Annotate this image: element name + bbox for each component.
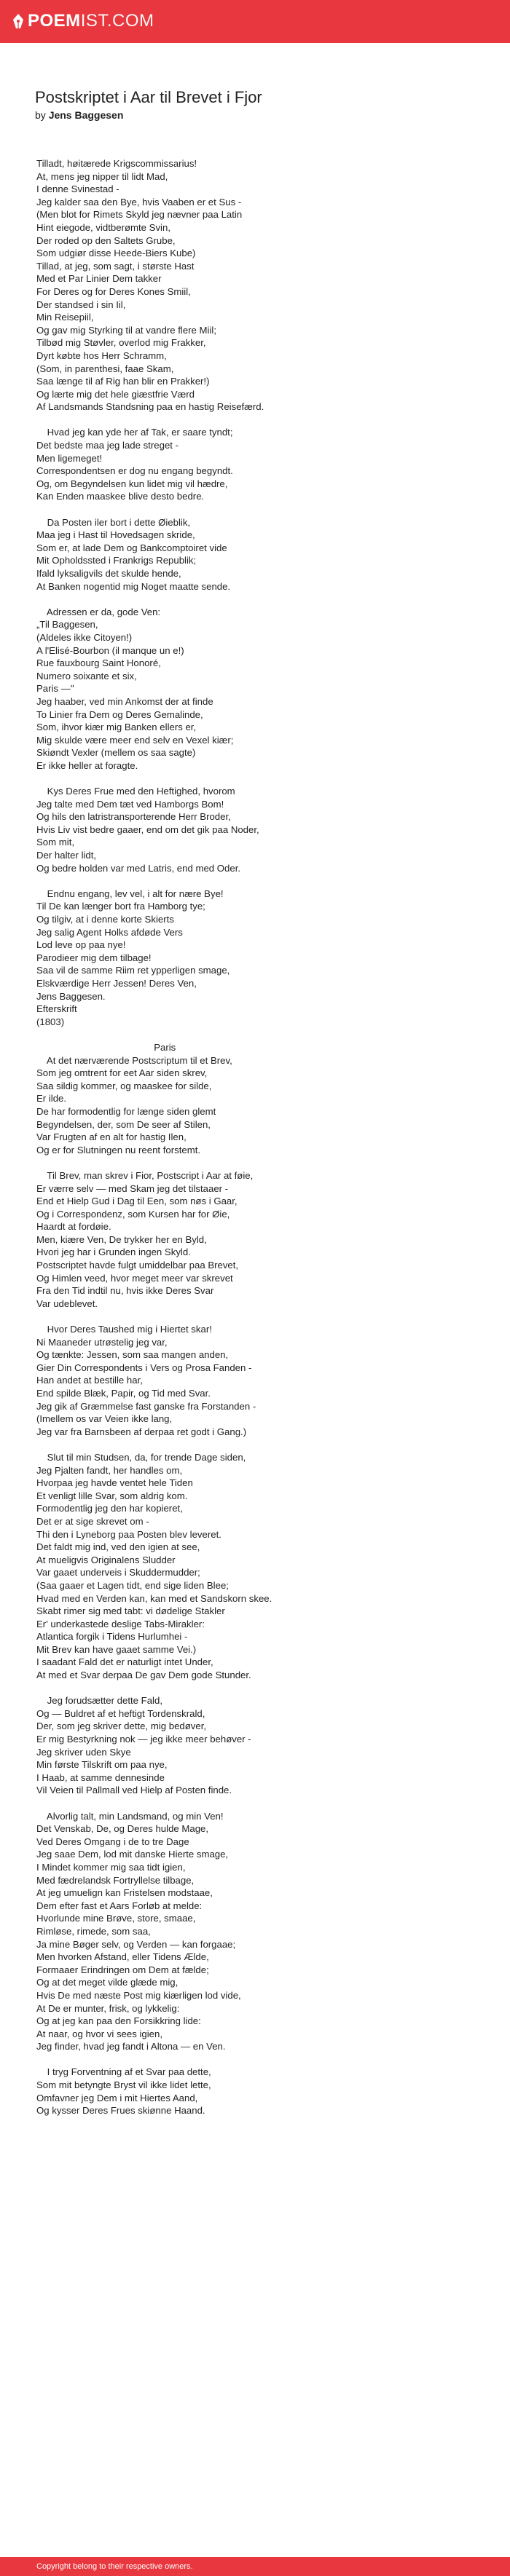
- poem-line: (Som, in parenthesi, faae Skam,: [36, 363, 174, 374]
- poem-line: To Linier fra Dem og Deres Gemalinde,: [36, 708, 203, 720]
- poem-line: Et venligt lille Svar, som aldrig kom.: [36, 1490, 188, 1501]
- poem-line: Og kysser Deres Frues skiønne Haand.: [36, 2105, 205, 2117]
- poem-line: Ni Maaneder utrøstelig jeg var,: [36, 1336, 168, 1348]
- poem-line: Og gav mig Styrking til at vandre flere Miil;: [36, 324, 216, 336]
- poem-line: Hvor Deres Taushed mig i Hiertet skar!: [36, 1324, 212, 1335]
- stanza: [36, 606, 474, 773]
- logo-text-light: IST.COM: [80, 11, 154, 31]
- poem-line: Saa længe til af Rig han blir en Prakker!): [36, 376, 210, 387]
- poem-line: Og Himlen veed, hvor meget meer var skrevet: [36, 1272, 233, 1284]
- top-bar: [0, 0, 510, 43]
- poem-line: Han andet at bestille har,: [36, 1375, 143, 1386]
- poem-line: Ved Deres Omgang i de to tre Dage: [36, 1836, 189, 1847]
- poem-line: De har formodentlig for længe siden glemt: [36, 1105, 216, 1117]
- poem-line: Saa vil de samme Riim ret ypperligen smage,: [36, 965, 230, 976]
- poem-line: Haardt at fordøie.: [36, 1221, 111, 1233]
- poem-line: I denne Svinestad -: [36, 183, 119, 195]
- author-link[interactable]: Jens Baggesen: [48, 109, 124, 121]
- footer-bar: [0, 2557, 510, 2576]
- poem-line: Jeg saae Dem, lod mit danske Hierte smage,: [36, 1849, 229, 1860]
- poem-line: Hvad jeg kan yde her af Tak, er saare tyndt;: [36, 427, 233, 438]
- poem-line: Correspondentsen er dog nu engang begyndt.: [36, 465, 233, 477]
- poem-line: (Saa gaaer et Lagen tidt, end sige liden Blee;: [36, 1579, 229, 1591]
- poem-line: Som udgiør disse Heede-Biers Kube): [36, 248, 196, 259]
- poem-line: Og lærte mig det hele giæstfrie Værd: [36, 388, 195, 400]
- poem-line: Og at jeg kan paa den Forsikkring lide:: [36, 2015, 201, 2027]
- poem-line: I Mindet kommer mig saa tidt igien,: [36, 1861, 186, 1873]
- poem-line: Alvorlig talt, min Landsmand, og min Ven!: [36, 1810, 224, 1822]
- poem-line: Som jeg omtrent for eet Aar siden skrev,: [36, 1067, 208, 1079]
- poem-line: At, mens jeg nipper til lidt Mad,: [36, 170, 168, 182]
- poem-line: Var Frugten af en alt for hastig Ilen,: [36, 1131, 187, 1143]
- poem-line: „Til Baggesen,: [36, 619, 98, 631]
- poem-line: Og at det meget vilde glæde mig,: [36, 1977, 178, 1988]
- poem-line: At Banken nogentid mig Noget maatte sende.: [36, 580, 231, 592]
- poem-line: Som, ihvor kiær mig Banken ellers er,: [36, 722, 197, 733]
- poem-line: Er' underkastede deslige Tabs-Mirakler:: [36, 1618, 205, 1629]
- poem-line: Begyndelsen, der, som De seer af Stilen,: [36, 1118, 211, 1130]
- poem-line: (Men blot for Rimets Skyld jeg nævner paa Latin: [36, 209, 243, 221]
- poem-line: Omfavner jeg Dem i mit Hiertes Aand,: [36, 2092, 198, 2103]
- poem-line: Kan Enden maaskee blive desto bedre.: [36, 491, 205, 502]
- logo-text: [28, 9, 154, 33]
- poem-line: Parodieer mig dem tilbage!: [36, 952, 152, 963]
- poem-line: At mueligvis Originalens Sludder: [36, 1554, 176, 1565]
- byline: [35, 108, 123, 122]
- stanza: [36, 1323, 474, 1438]
- poem-line: At det nærværende Postscriptum til et Brev,: [36, 1054, 232, 1066]
- poem-line: I saadant Fald det er naturligt intet Under,: [36, 1656, 213, 1668]
- poem-line: Der halter lidt,: [36, 850, 97, 861]
- poem-line: At med et Svar derpaa De gav Dem gode Stunder.: [36, 1670, 251, 1681]
- poem-line: Vil Veien til Pallmall ved Hielp af Posten finde.: [36, 1785, 232, 1796]
- poem-line: Det bedste maa jeg lade streget -: [36, 440, 178, 451]
- poem-line: I tryg Forventning af et Svar paa dette,: [36, 2066, 211, 2078]
- poem-line: Mig skulde være meer end selv en Vexel kiær;: [36, 734, 234, 746]
- poem-title: Postskriptet i Aar til Brevet i Fjor: [35, 88, 262, 106]
- poem-line: Tilbød mig Støvler, overlod mig Frakker,: [36, 337, 206, 349]
- poem-line: Adressen er da, gode Ven:: [36, 606, 161, 617]
- poem-line: Jeg forudsætter dette Fald,: [36, 1695, 162, 1707]
- stanza: [36, 516, 474, 593]
- stanza: [36, 157, 474, 414]
- poem-line: Formodentlig jeg den har kopieret,: [36, 1503, 183, 1514]
- poem-line: (Aldeles ikke Citoyen!): [36, 631, 133, 643]
- poem-line: Og hils den latristransporterende Herr Broder,: [36, 811, 231, 823]
- poem-line: Endnu engang, lev vel, i alt for nære Bye!: [36, 888, 224, 899]
- poem-line: Men ligemeget!: [36, 452, 103, 464]
- poem-line: Hvis De med næste Post mig kiærligen lod vide,: [36, 1989, 241, 2001]
- poem-line: Lod leve op paa nye!: [36, 939, 126, 951]
- stanza: [36, 1041, 474, 1156]
- by-label: by: [35, 109, 46, 121]
- poem-line: (Imellem os var Veien ikke lang,: [36, 1413, 173, 1425]
- poem-line: Det Venskab, De, og Deres hulde Mage,: [36, 1823, 209, 1835]
- poem-line: Ifald lyksaligvils det skulde hende,: [36, 568, 181, 579]
- poem-line: I Haab, at samme dennesinde: [36, 1771, 165, 1783]
- poem-line: Dyrt købte hos Herr Schramm,: [36, 349, 167, 361]
- poem-line: Skabt rimer sig med tabt: vi dødelige Stakler: [36, 1605, 225, 1617]
- poem-line: Mit Brev kan have gaaet samme Vei.): [36, 1643, 197, 1655]
- poem-line: Paris —": [36, 683, 74, 695]
- logo-text-bold: POEM: [28, 11, 81, 31]
- poem-line: Jeg finder, hvad jeg fandt i Altona — en Ven.: [36, 2041, 226, 2052]
- poem-line: Som er, at lade Dem og Bankcomptoiret vide: [36, 542, 227, 553]
- poem-line: Hvorpaa jeg havde ventet hele Tiden: [36, 1477, 193, 1489]
- poem-line: Var gaaet underveis i Skuddermudder;: [36, 1567, 200, 1579]
- poem-line: Skiøndt Vexler (mellem os saa sagte): [36, 747, 196, 759]
- poem-line: Formaaer Erindringen om Dem at fælde;: [36, 1964, 209, 1975]
- poem-line: Der standsed i sin Iil,: [36, 299, 126, 310]
- poem-line: Det faldt mig ind, ved den igien at see,: [36, 1541, 200, 1553]
- poem-line: Der, som jeg skriver dette, mig bedøver,: [36, 1720, 207, 1732]
- poem-line: Tillad, at jeg, som sagt, i største Hast: [36, 260, 195, 272]
- poem-line: Jeg var fra Barnsbeen af derpaa ret godt i Gang.): [36, 1426, 247, 1437]
- poem-line: Jens Baggesen.: [36, 990, 106, 1002]
- poem-line: Mit Opholdssted i Frankrigs Republik;: [36, 555, 197, 566]
- site-logo[interactable]: [13, 9, 154, 33]
- poem-line: Tilladt, høitærede Krigscommissarius!: [36, 158, 197, 169]
- poem-line: Ja mine Bøger selv, og Verden — kan forgaae;: [36, 1938, 236, 1950]
- poem-line: Atlantica forgik i Tidens Hurlumhei -: [36, 1631, 188, 1643]
- poem-line: Efterskrift: [36, 1003, 77, 1015]
- poem-line: End spilde Blæk, Papir, og Tid med Svar.: [36, 1388, 211, 1399]
- poem-line: Som mit,: [36, 837, 75, 848]
- poem-line: Hvis Liv vist bedre gaaer, end om det gik paa Noder,: [36, 823, 259, 835]
- poem-line: Som mit betyngte Bryst vil ikke lidet lette,: [36, 2079, 211, 2091]
- stanza: [36, 1451, 474, 1682]
- poem-line: Kys Deres Frue med den Heftighed, hvorom: [36, 786, 235, 797]
- poem-line: At De er munter, frisk, og lykkelig:: [36, 2002, 180, 2014]
- copyright-text: Copyright belong to their respective owners.: [36, 2562, 193, 2571]
- stanza: [36, 888, 474, 1029]
- poem-line: End et Hielp Gud i Dag til Een, som nøs i Gaar,: [36, 1196, 238, 1207]
- poem-line: Hvorlunde mine Brøve, store, smaae,: [36, 1913, 196, 1924]
- poem-line: Er mig Bestyrkning nok — jeg ikke meer behøver -: [36, 1734, 251, 1745]
- poem-line: Maa jeg i Hast til Hovedsagen skride,: [36, 529, 195, 541]
- poem-line: Rimløse, rimede, som saa,: [36, 1925, 151, 1937]
- poem-line: At jeg umuelign kan Fristelsen modstaae,: [36, 1887, 213, 1899]
- poem-body: [36, 157, 474, 2130]
- poem-line: Og tilgiv, at i denne korte Skierts: [36, 914, 174, 925]
- poem-line: Og bedre holden var med Latris, end med Oder.: [36, 862, 241, 874]
- poem-line: Og — Buldret af et heftigt Tordenskrald,: [36, 1707, 205, 1719]
- poem-line: Til Brev, man skrev i Fior, Postscript i Aar at føie,: [36, 1169, 254, 1181]
- poem-line: Og tænkte: Jessen, som saa mangen anden,: [36, 1349, 229, 1361]
- stanza: [36, 1810, 474, 2053]
- poem-line: Jeg salig Agent Holks afdøde Vers: [36, 926, 183, 938]
- poem-line: Jeg skriver uden Skye: [36, 1746, 131, 1758]
- poem-line: Slut til min Studsen, da, for trende Dage siden,: [36, 1451, 246, 1463]
- poem-line: Min første Tilskrift om paa nye,: [36, 1759, 168, 1771]
- stanza: [36, 426, 474, 503]
- poem-line: Men, kiære Ven, De trykker her en Byld,: [36, 1233, 207, 1245]
- poem-line: Dem efter fast et Aars Forløb at melde:: [36, 1900, 203, 1911]
- poem-line: Var udeblevet.: [36, 1297, 98, 1309]
- poem-line: At naar, og hvor vi sees igien,: [36, 2028, 163, 2039]
- poem-line: Elskværdige Herr Jessen! Deres Ven,: [36, 978, 197, 989]
- poem-line: Og i Correspondenz, som Kursen har for Øie,: [36, 1208, 230, 1220]
- poem-line: Paris: [36, 1041, 176, 1053]
- poem-line: Og er for Slutningen nu reent forstemt.: [36, 1144, 201, 1155]
- poem-line: Men hvorken Afstand, eller Tidens Ælde,: [36, 1951, 209, 1963]
- poem-line: Jeg kalder saa den Bye, hvis Vaaben er et Sus -: [36, 196, 242, 208]
- poem-line: Jeg talte med Dem tæt ved Hamborgs Bom!: [36, 798, 224, 810]
- poem-line: Der roded op den Saltets Grube,: [36, 234, 176, 246]
- poem-line: A l'Elisé-Bourbon (il manque un e!): [36, 644, 184, 656]
- poem-line: Thi den i Lyneborg paa Posten blev leveret.: [36, 1528, 221, 1540]
- poem-line: Min Reisepiil,: [36, 312, 94, 323]
- poem-line: Er ilde.: [36, 1093, 67, 1105]
- poem-line: Med et Par Linier Dem takker: [36, 273, 162, 285]
- poem-line: (1803): [36, 1016, 65, 1027]
- pen-nib-icon: [13, 14, 23, 28]
- poem-line: Det er at sige skrevet om -: [36, 1515, 149, 1527]
- poem-line: Fra den Tid indtil nu, hvis ikke Deres Svar: [36, 1285, 214, 1297]
- poem-line: Jeg gik af Græmmelse fast ganske fra Forstanden -: [36, 1400, 256, 1412]
- poem-line: Til De kan længer bort fra Hamborg tye;: [36, 901, 205, 912]
- poem-line: Gier Din Correspondents i Vers og Prosa Fanden -: [36, 1362, 252, 1373]
- poem-line: Med fædrelandsk Fortryllelse tilbage,: [36, 1874, 195, 1886]
- poem-line: For Deres og for Deres Kones Smiil,: [36, 285, 191, 297]
- poem-line: Rue fauxbourg Saint Honoré,: [36, 657, 161, 669]
- stanza: [36, 1694, 474, 1797]
- poem-line: Da Posten iler bort i dette Øieblik,: [36, 516, 191, 528]
- poem-line: Og, om Begyndelsen kun lidet mig vil hædre,: [36, 478, 228, 489]
- poem-line: Er ikke heller at foragte.: [36, 759, 138, 771]
- stanza: [36, 2066, 474, 2117]
- poem-line: Er værre selv — med Skam jeg det tilstaaer -: [36, 1182, 229, 1194]
- poem-line: Hint eiegode, vidtberømte Svin,: [36, 221, 170, 233]
- stanza: [36, 785, 474, 874]
- stanza: [36, 1169, 474, 1311]
- poem-line: Jeg Pjalten fandt, her handles om,: [36, 1464, 183, 1476]
- poem-line: Af Landsmands Standsning paa en hastig Reisefærd.: [36, 401, 264, 413]
- poem-line: Numero soixante et six,: [36, 670, 137, 681]
- poem-line: Saa sildig kommer, og maaskee for silde,: [36, 1080, 212, 1091]
- poem-line: Hvad med en Verden kan, kan med et Sandskorn skee.: [36, 1592, 272, 1604]
- poem-line: Jeg haaber, ved min Ankomst der at finde: [36, 695, 213, 707]
- poem-line: Hvori jeg har i Grunden ingen Skyld.: [36, 1246, 191, 1258]
- poem-line: Postscriptet havde fulgt umiddelbar paa Brevet,: [36, 1260, 239, 1271]
